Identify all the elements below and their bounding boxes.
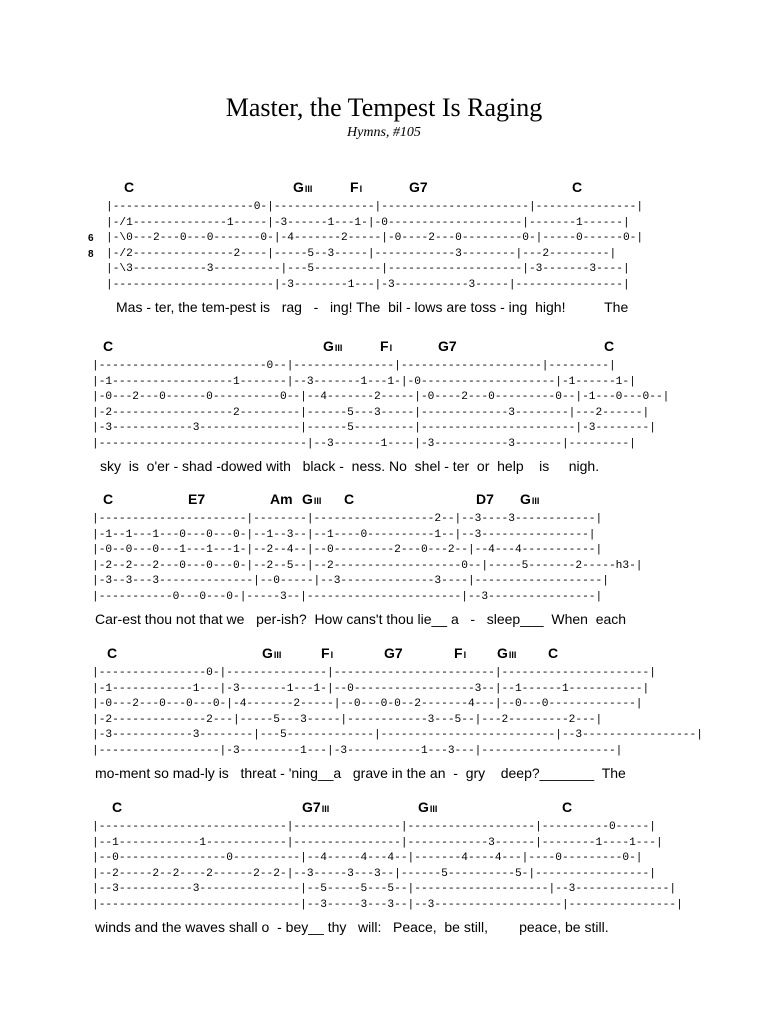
tab-line-text: |-\3-----------3----------|---5----------|--------------------|-3-------3----| [106,263,630,276]
tab-string-line [0,851,768,867]
tab-string-line [0,262,768,278]
lyrics-line: winds and the waves shall o - bey__ thy will: Peace, be still, peace, be still. [95,918,609,935]
chord-position: III [321,804,330,814]
chord-name: D7 [476,491,494,507]
chord-position: III [429,804,438,814]
tab-line-text: |--1------------1------------|----------------|------------3------|--------1----1---| [92,836,663,849]
tab-string-line [0,512,768,528]
chord-position: III [273,650,282,660]
chord-position: I [330,650,334,660]
chord-symbol [438,337,458,357]
chord-name: G7 [409,179,428,195]
tab-staff [0,359,768,453]
chord-row [0,337,768,359]
chord-symbol [409,178,429,198]
chord-symbol [262,644,281,664]
chord-symbol [270,490,294,510]
tab-string-line [0,200,768,216]
chord-name: C [548,645,559,661]
tab-line-text: |------------------------------|--3-----3---3--|--3-------------------|----------------| [92,898,683,911]
tab-string-line [0,590,768,606]
chord-name: G [520,491,531,507]
chord-symbol [302,490,321,510]
tab-line-text: |-0---2---0------0----------0--|--4-------2-----|-0----2---0---------0--|-1---0---0--| [92,391,670,404]
tab-line-text: |-2--------------2---|-----5---3-----|------------3---5--|---2---------2---| [92,713,603,726]
chord-position: I [359,184,363,194]
chord-name: C [103,491,114,507]
chord-name: G [302,491,313,507]
chord-symbol [476,490,495,510]
chord-name: G7 [384,645,403,661]
tab-string-line [0,278,768,294]
tab-line-text: |-/1--------------1-----|-3------1---1-|-0--------------------|-------1------| [106,216,630,229]
tab-line-text: |-/2---------------2----|-----5--3-----|------------3--------|---2---------| [106,247,617,260]
tab-staff [0,820,768,914]
tab-line-text: |-3------------3---------------|------5---------|-----------------------|-3--------| [92,422,656,435]
tab-line-text: |------------------|-3---------1---|-3-----------1---3---|--------------------| [92,744,623,757]
chord-symbol [572,178,583,198]
tab-string-line [0,666,768,682]
tab-row-marker: 8 [88,248,94,260]
tab-string-line [0,247,768,263]
song-subtitle: Hymns, #105 [347,125,421,140]
chord-position: III [334,343,343,353]
tab-staff [0,512,768,606]
tab-line-text: |-\0---2---0---0-------0-|-4-------2-----|-0----2---0---------0-|-----0------0-| [106,232,644,245]
tab-string-line [0,406,768,422]
tab-string-line [0,682,768,698]
chord-name: G [323,338,334,354]
lyrics-line: sky is o'er - shad -dowed with black - ness. No shel - ter or help is nigh. [100,457,600,474]
tab-line-text: |----------------------------|----------------|-------------------|----------0-----| [92,821,656,833]
tab-system [0,798,768,936]
chord-symbol [323,337,342,357]
chord-name: C [124,179,135,195]
tab-string-line [0,359,768,375]
tab-string-line [0,713,768,729]
chord-symbol [103,337,114,357]
tab-line-text: |-2------------------2---------|------5---3-----|-------------3--------|---2------| [92,406,650,419]
tab-line-text: |-----------0---0---0-|-----3--|-----------------------|--3----------------| [92,590,603,603]
tab-line-text: |-------------------------0--|---------------|---------------------|---------| [92,360,616,372]
chord-name: F [321,645,330,661]
chord-name: G7 [438,338,457,354]
chord-symbol [103,490,114,510]
tab-line-text: |-1--1---1---0---0---0-|--1--3--|--1----0----------1--|--3----------------| [92,528,596,541]
tab-line-text: |---------------------0-|---------------|----------------------|---------------| [106,201,644,213]
chord-name: G [262,645,273,661]
tab-staff [0,666,768,760]
chord-symbol [562,798,573,818]
tab-line-text: |-3------------3--------|---5-------------|--------------------------|--3-----------------| [92,729,703,742]
chord-symbol [548,644,559,664]
tab-line-text: |-1------------1---|-3-------1---1-|--0------------------3--|--1------1-----------| [92,682,650,695]
tab-line-text: |-0---2---0---0---0-|-4-------2-----|--0---0-0--2-------4---|--0---0-------------| [92,698,643,711]
chord-position: III [313,496,322,506]
tab-line-text: |----------------------|--------|------------------2--|--3----3------------| [92,513,603,525]
chord-symbol [384,644,404,664]
chord-symbol [302,798,329,818]
chord-name: C [604,338,615,354]
tab-string-line [0,216,768,232]
chord-name: F [380,338,389,354]
tab-string-line [0,867,768,883]
chord-position: III [531,496,540,506]
tab-string-line [0,231,768,247]
chord-name: C [103,338,114,354]
lyrics-line: Mas - ter, the tem-pest is rag - ing! The bil - lows are toss - ing high! The [116,298,629,315]
tab-system [0,644,768,782]
chord-symbol [454,644,466,664]
chord-name: C [107,645,118,661]
tab-string-line [0,390,768,406]
tab-string-line [0,528,768,544]
tab-line-text: |--2-----2--2----2------2--2-|--3-----3---3--|------5----------5-|-----------------| [92,867,656,880]
tab-line-text: |-3--3---3--------------|--0-----|--3--------------3----|-------------------| [92,575,609,588]
chord-symbol [112,798,123,818]
chord-row [0,644,768,666]
tab-string-line [0,375,768,391]
chord-symbol [604,337,615,357]
tab-string-line [0,882,768,898]
chord-row [0,178,768,200]
tab-line-text: |-0--0---0---1---1---1-|--2--4--|--0---------2---0---2--|--4---4-----------| [92,544,603,557]
chord-name: G [293,179,304,195]
lyrics-line: Car-est thou not that we per-ish? How cans't thou lie__ a - sleep___ When each [95,610,627,627]
chord-row [0,490,768,512]
tab-string-line [0,728,768,744]
chord-symbol [380,337,392,357]
tab-system [0,337,768,475]
tab-string-line [0,697,768,713]
tab-staff [0,200,768,294]
chord-symbol [124,178,135,198]
tab-line-text: |-1------------------1-------|--3-------1---1-|-0--------------------|-1------1-| [92,375,636,388]
tab-string-line [0,820,768,836]
tab-line-text: |--0----------------0----------|--4-----4---4--|-------4----4---|----0---------0-| [92,852,643,865]
song-title: Master, the Tempest Is Raging [225,93,543,122]
tab-line-text: |--3-----------3---------------|--5-----5---5--|--------------------|--3--------------| [92,883,677,896]
chord-name: C [572,179,583,195]
chord-position: III [508,650,517,660]
tab-line-text: |----------------0-|---------------|------------------------|----------------------| [92,667,656,679]
tab-system [0,490,768,628]
tab-system [0,178,768,316]
tab-row-marker: 6 [88,233,94,245]
chord-symbol [188,490,206,510]
chord-symbol [293,178,312,198]
chord-name: C [344,491,355,507]
chord-symbol [344,490,355,510]
chord-name: G [418,799,429,815]
chord-symbol [321,644,333,664]
chord-position: I [463,650,467,660]
chord-name: C [562,799,573,815]
chord-name: C [112,799,123,815]
chord-name: G7 [302,799,321,815]
chord-position: I [389,343,393,353]
tab-line-text: |-------------------------------|--3-------1----|-3-----------3-------|---------| [92,437,636,450]
chord-symbol [418,798,437,818]
tab-string-line [0,836,768,852]
tab-string-line [0,898,768,914]
chord-symbol [350,178,362,198]
chord-name: G [497,645,508,661]
chord-symbol [107,644,118,664]
tab-string-line [0,437,768,453]
tab-string-line [0,421,768,437]
chord-name: F [454,645,463,661]
chord-name: Am [270,491,293,507]
chord-position: III [304,184,313,194]
chord-symbol [520,490,539,510]
chord-name: E7 [188,491,206,507]
chord-symbol [497,644,516,664]
tab-line-text: |-2--2---2---0---0---0-|--2--5--|--2-------------------0--|-----5-------2-----h3-| [92,559,643,572]
lyrics-line: mo-ment so mad-ly is threat - 'ning__a grave in the an - gry deep?_______ The [95,764,626,781]
tab-string-line [0,559,768,575]
tab-string-line [0,744,768,760]
tab-line-text: |------------------------|-3--------1---|-3-----------3-----|----------------| [106,278,630,291]
chord-name: F [350,179,359,195]
tab-string-line [0,543,768,559]
chord-row [0,798,768,820]
tab-string-line [0,574,768,590]
